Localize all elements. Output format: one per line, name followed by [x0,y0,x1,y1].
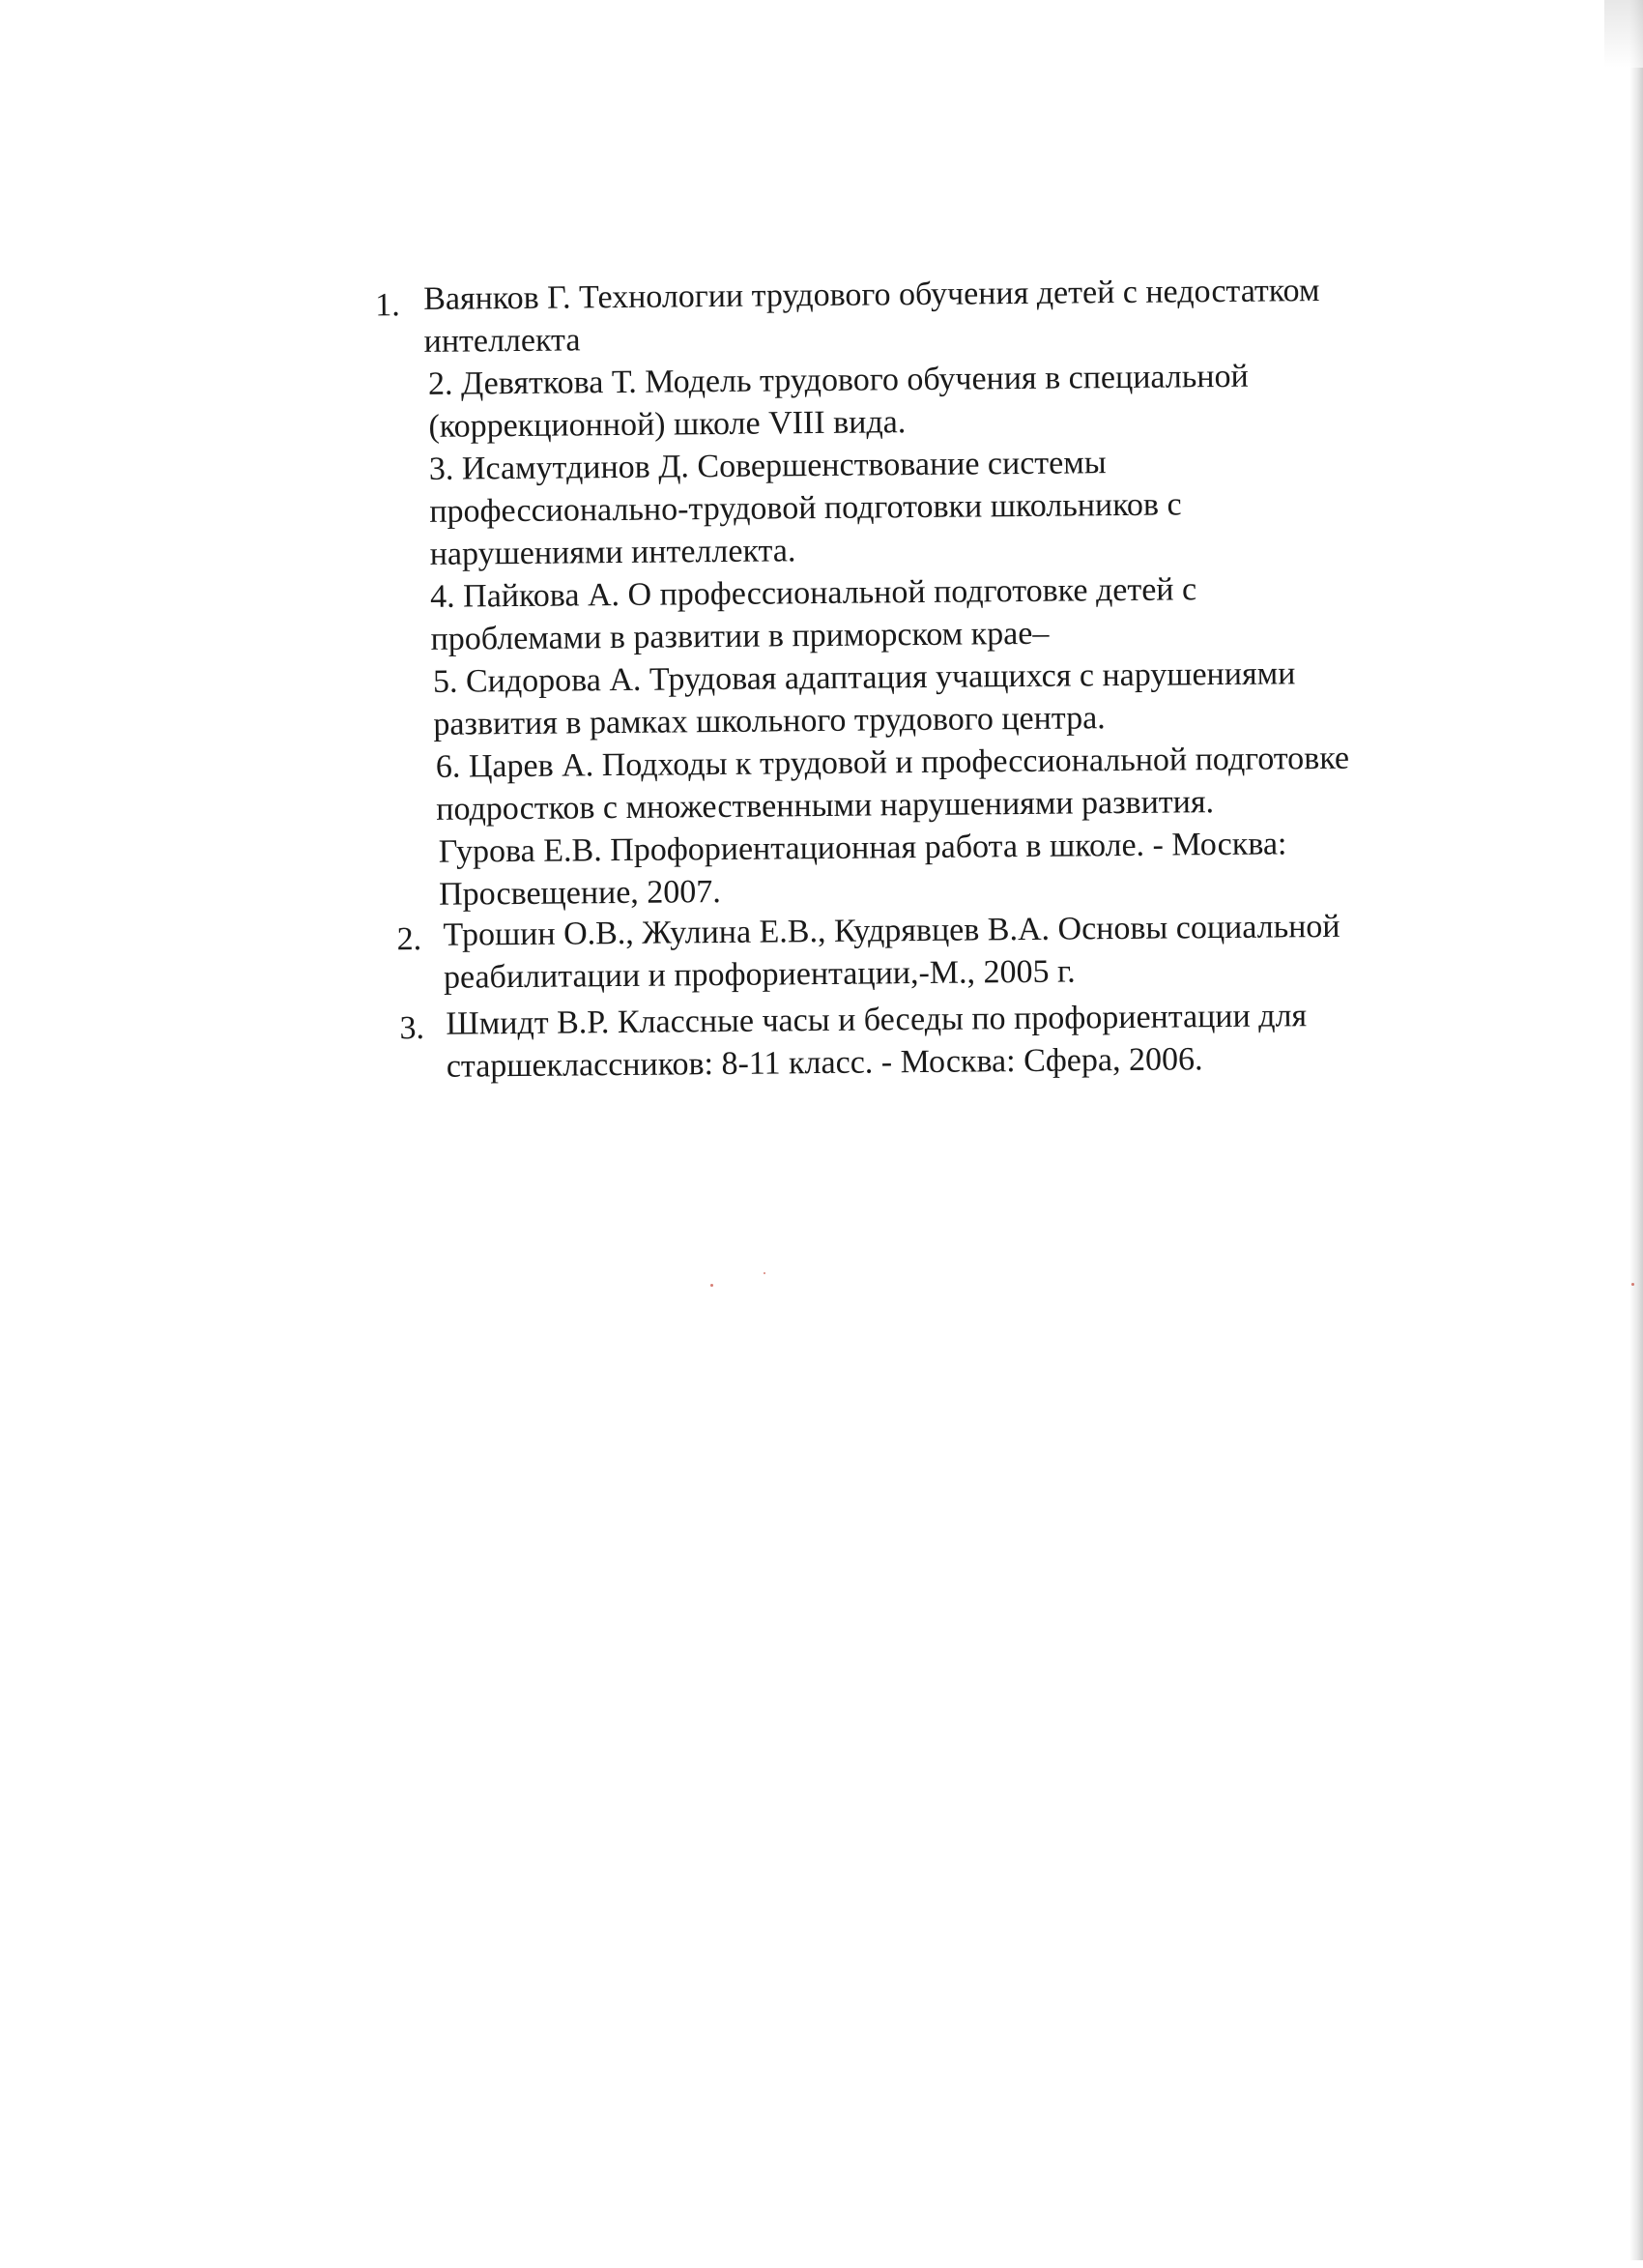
sub-item-2-line-2: (коррекционной) школе VIII вида. [428,404,907,445]
sub-item-6-line-1: 6. Царев А. Подходы к трудовой и профессиональной подготовке [435,740,1350,785]
list-number-3: 3. [399,1009,425,1047]
item-1-line-2: интеллекта [423,322,581,360]
sub-item-3-line-3: нарушениями интеллекта. [429,533,796,572]
sub-item-3-line-2: профессионально-трудовой подготовки школьников с [429,486,1182,530]
sub-item-6-line-2: подростков с множественными нарушениями развития. [436,784,1215,828]
gurova-line-1: Гурова Е.В. Профориентационная работа в школе. - Москва: [438,826,1287,870]
sub-item-3-line-1: 3. Исамутдинов Д. Совершенствование системы [428,445,1107,487]
item-2-line-1: Трошин О.В., Жулина Е.В., Кудрявцев В.А. Основы социальной [443,908,1340,953]
gurova-line-2: Просвещение, 2007. [438,874,722,913]
list-number-2: 2. [396,920,422,958]
sub-item-2-line-1: 2. Девяткова Т. Модель трудового обучения в специальной [427,358,1249,402]
list-number-1: 1. [375,287,400,324]
sub-item-4-line-2: проблемами в развитии в приморском крае– [430,615,1050,657]
item-3-line-2: старшеклассников: 8-11 класс. - Москва: Сфера, 2006. [446,1041,1203,1085]
item-2-line-2: реабилитации и профориентации,-М., 2005 г. [443,953,1076,996]
sub-item-4-line-1: 4. Пайкова А. О профессиональной подготовке детей с [430,571,1197,615]
sub-item-5-line-1: 5. Сидорова А. Трудовая адаптация учащихся с нарушениями [432,655,1296,700]
item-1-line-1: Ваянков Г. Технологии трудового обучения детей с недостатком [423,273,1320,317]
item-3-line-1: Шмидт В.Р. Классные часы и беседы по профориентации для [446,998,1308,1042]
sub-item-5-line-2: развития в рамках школьного трудового центра. [433,700,1106,742]
